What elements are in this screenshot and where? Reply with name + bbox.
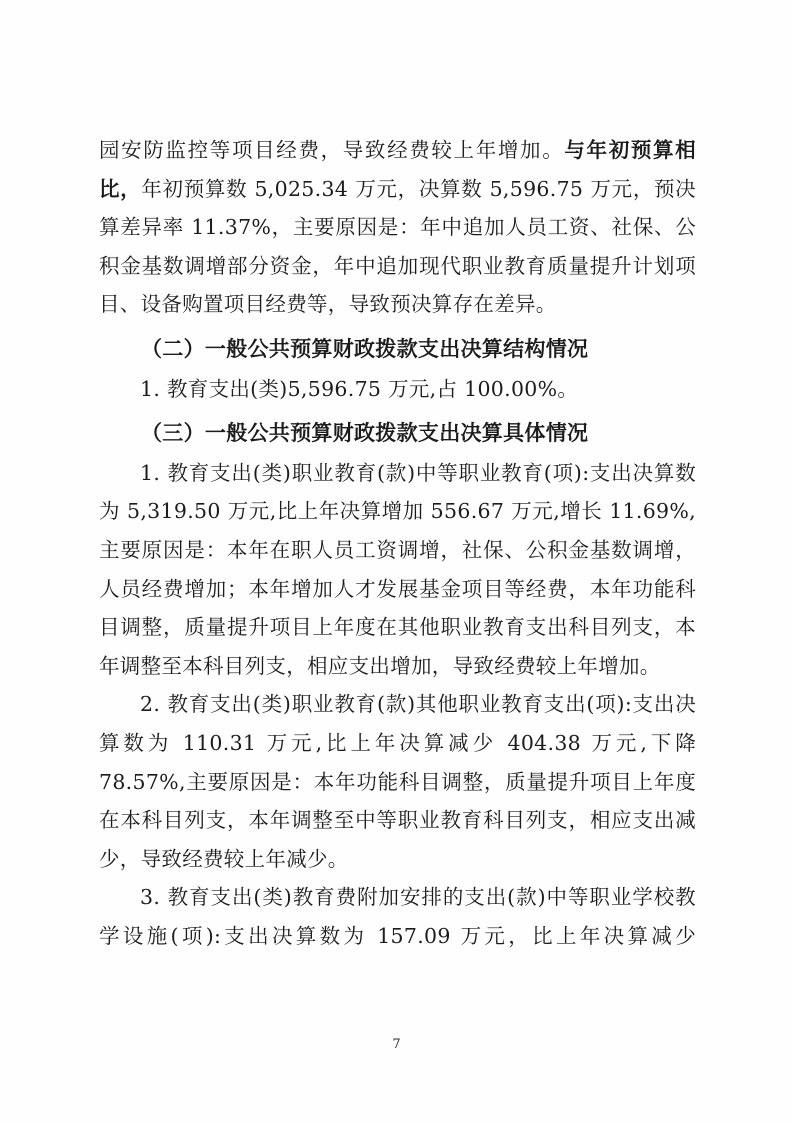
bold-text-segment: 与年初预算相比， — [99, 138, 696, 201]
page-number: 7 — [392, 1037, 401, 1052]
paragraph-budget-comparison — [99, 131, 696, 324]
section-heading-expenditure-detail: （三）一般公共预算财政拨款支出决算具体情况 — [141, 421, 589, 446]
text-segment: 园安防监控等项目经费，导致经费较上年增加。 — [99, 138, 565, 162]
section-heading-expenditure-structure: （二）一般公共预算财政拨款支出决算结构情况 — [141, 336, 589, 361]
item-other-vocational-education: 2. 教育支出(类)职业教育(款)其他职业教育支出(项):支出决算数为 110.31 万元,比上年决算减少 404.38 万元,下降 78.57%,主要原因是：本年功能科目调整，质量提升项目上年度在本科目列支，本年调整至中等职业教育科目列支，相应支出减少，导致经费较上年减少。 — [99, 692, 696, 871]
item-education-surcharge-facilities: 3. 教育支出(类)教育费附加安排的支出(款)中等职业学校教学设施(项):支出决算数为 157.09 万元，比上年决算减少 — [99, 885, 696, 948]
page-content — [99, 131, 696, 955]
item-education-expenditure-total: 1. 教育支出(类)5,596.75 万元,占 100.00%。 — [140, 376, 579, 401]
text-segment: 年初预算数 5,025.34 万元，决算数 5,596.75 万元，预决算差异率 11.37%，主要原因是：年中追加人员工资、社保、公积金基数调增部分资金，年中追加现代职业教育质量提升计划项目、设备购置项目经费等，导致预决算存在差异。 — [99, 176, 696, 317]
item-secondary-vocational-education: 1. 教育支出(类)职业教育(款)中等职业教育(项):支出决算数为 5,319.50 万元,比上年决算增加 556.67 万元,增长 11.69%,主要原因是：本年在职人员工资调增，社保、公积金基数调增，人员经费增加；本年增加人才发展基金项目等经费，本年功能科目调整，质量提升项目上年度在其他职业教育支出科目列支，本年调整至本科目列支，相应支出增加，导致经费较上年增加。 — [99, 460, 696, 678]
